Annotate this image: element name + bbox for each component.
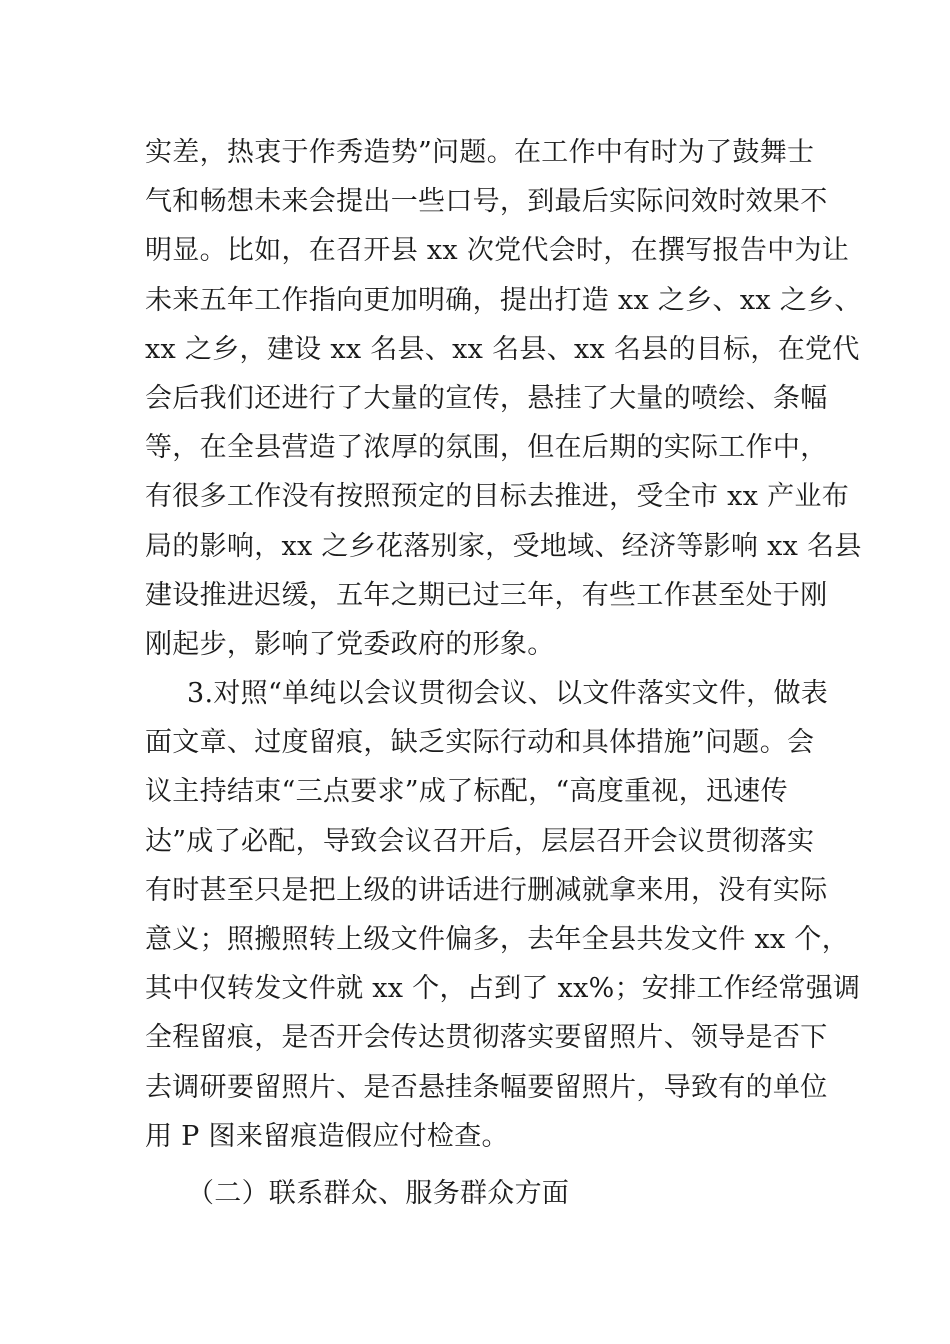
paragraph-1-line: 气和畅想未来会提出一些口号，到最后实际问效时效果不 <box>145 186 828 218</box>
paragraph-1-line: 刚起步，影响了党委政府的形象。 <box>145 628 555 660</box>
paragraph-2-line: 议主持结束“三点要求”成了标配，“高度重视，迅速传 <box>145 776 788 808</box>
paragraph-1-line: xx 之乡，建设 xx 名县、xx 名县、xx 名县的目标，在党代 <box>145 333 860 365</box>
paragraph-2-line: 有时甚至只是把上级的讲话进行删减就拿来用，没有实际 <box>145 874 828 906</box>
paragraph-2-line: 全程留痕，是否开会传达贯彻落实要留照片、领导是否下 <box>145 1022 828 1054</box>
paragraph-2-line: 面文章、过度留痕，缺乏实际行动和具体措施”问题。会 <box>145 727 815 759</box>
paragraph-1-line: 有很多工作没有按照预定的目标去推进，受全市 xx 产业布 <box>145 481 850 513</box>
paragraph-1-line: 局的影响，xx 之乡花落别家，受地域、经济等影响 xx 名县 <box>145 530 862 562</box>
paragraph-2-line: 3.对照“单纯以会议贯彻会议、以文件落实文件，做表 <box>187 678 829 709</box>
paragraph-2-line: 去调研要留照片、是否悬挂条幅要留照片，导致有的单位 <box>145 1071 828 1103</box>
paragraph-1-line: 明显。比如，在召开县 xx 次党代会时，在撰写报告中为让 <box>145 235 850 267</box>
paragraph-1-line: 实差，热衷于作秀造势”问题。在工作中有时为了鼓舞士 <box>145 137 815 168</box>
paragraph-2-line: 意义；照搬照转上级文件偏多，去年全县共发文件 xx 个， <box>145 923 850 955</box>
paragraph-2-line: 用 P 图来留痕造假应付检查。 <box>145 1120 509 1152</box>
section-heading-text: （二）联系群众、服务群众方面 <box>187 1178 570 1209</box>
paragraph-2 <box>145 669 861 1161</box>
paragraph-1 <box>145 128 862 669</box>
paragraph-1-line: 未来五年工作指向更加明确，提出打造 xx 之乡、xx 之乡、 <box>145 284 862 316</box>
paragraph-1-line: 等，在全县营造了浓厚的氛围，但在后期的实际工作中， <box>145 432 828 464</box>
section-heading <box>145 1169 825 1218</box>
paragraph-2-line: 其中仅转发文件就 xx 个，占到了 xx%；安排工作经常强调 <box>145 973 861 1005</box>
paragraph-1-line: 建设推进迟缓，五年之期已过三年，有些工作甚至处于刚 <box>145 579 828 611</box>
paragraph-2-line: 达”成了必配，导致会议召开后，层层召开会议贯彻落实 <box>145 825 815 857</box>
paragraph-1-line: 会后我们还进行了大量的宣传，悬挂了大量的喷绘、条幅 <box>145 382 828 414</box>
